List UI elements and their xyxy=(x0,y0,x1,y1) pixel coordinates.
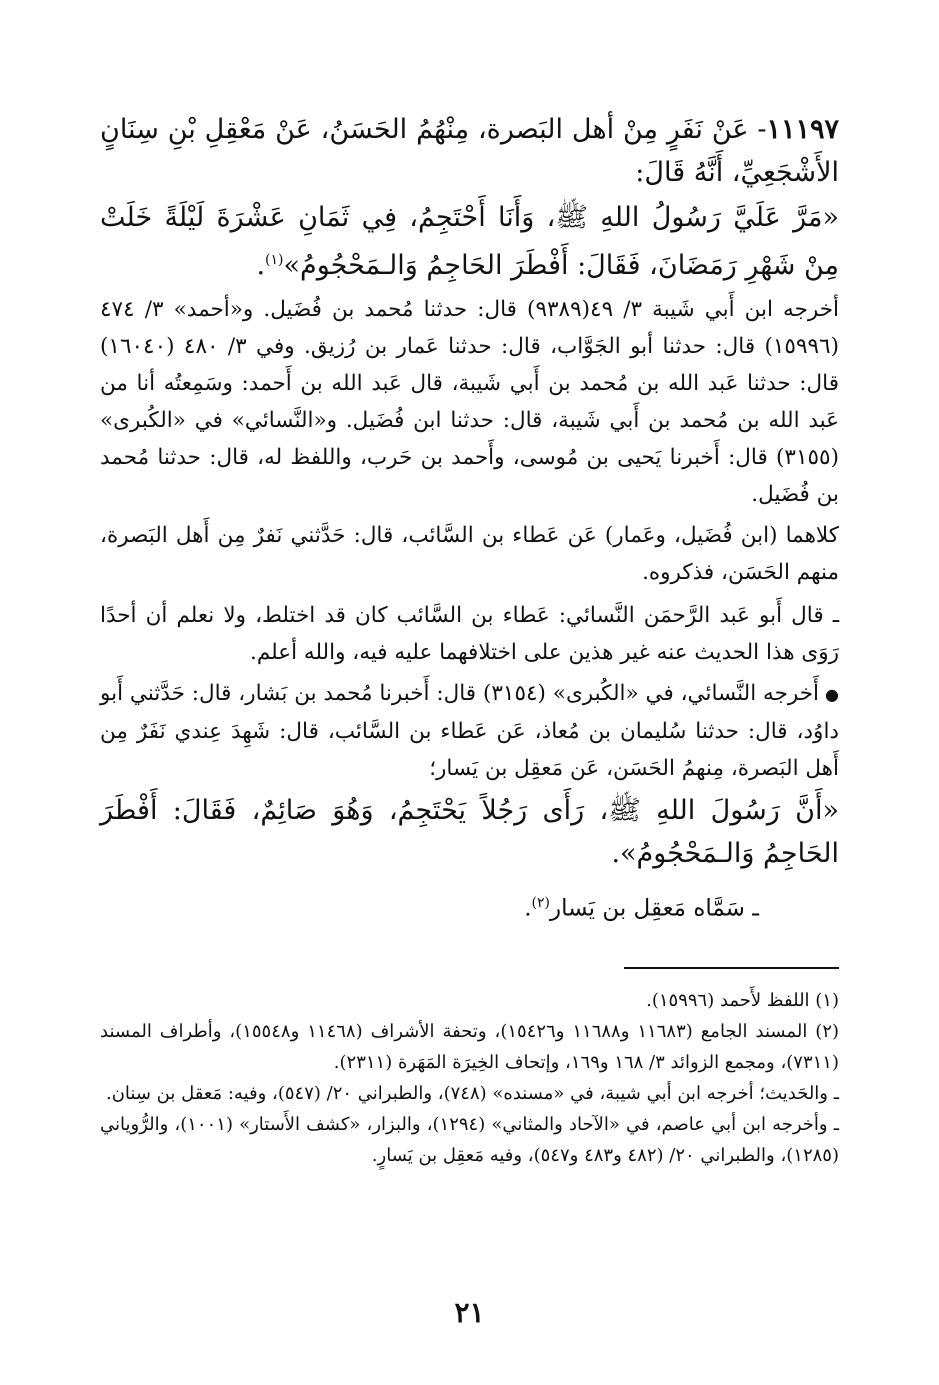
footnote-separator xyxy=(624,967,839,969)
footnote-2: (٢) المسند الجامع (١١٦٨٣ و١١٦٨٨ و١٥٤٢٦)، وتحفة الأشراف (١١٤٦٨ و١٥٥٤٨)، وأطراف المسند (٧٣١١)، ومجمع الزوائد ٣/ ١٦٨ و١٦٩، وإتحاف الخِيرَة المَهَرة (٢٣١١). xyxy=(100,1020,840,1073)
second-matn: «أَنَّ رَسُولَ اللهِ ﷺ، رَأَى رَجُلاً يَحْتَجِمُ، وَهُوَ صَائِمٌ، فَقَالَ: أَفْطَرَ الحَاجِمُ وَالـمَحْجُومُ». xyxy=(100,795,839,869)
hadith-number: ١١١٩٧ xyxy=(766,114,839,145)
takhrij-summary: كلاهما (ابن فُضَيل، وعَمار) عَن عَطاء بن السَّائب، قال: حَدَّثني نَفرٌ مِن أَهل البَصرة، منهم الحَسَن، فذكروه. xyxy=(100,523,839,585)
naming-note-end: . xyxy=(524,895,532,922)
naming-note-text: ـ سَمَّاه مَعقِل بن يَسار xyxy=(549,895,759,922)
footnote-ref-1: (١) xyxy=(265,252,284,268)
matn-text: «مَرَّ عَلَيَّ رَسُولُ اللهِ ﷺ، وَأَنَا أَحْتَجِمُ، فِي ثَمَانِ عَشْرَةَ لَيْلَةً خَلَتْ مِنْ شَهْرِ رَمَضَانَ، فَقَالَ: أَفْطَرَ الحَاجِمُ وَالـمَحْجُومُ» xyxy=(100,202,839,281)
footnote-2-other: ـ وأخرجه ابن أبي عاصم، في «الآحاد والمثاني» (١٢٩٤)، والبزار، «كشف الأَستار» (١٠٠١)، والرُّوياني (١٢٨٥)، والطبراني ٢٠/ (٤٨٢ و٤٨٣ و٥٤٧)، وفيه مَعقِل بن يَسارٍ. xyxy=(100,1113,839,1166)
main-text xyxy=(100,108,839,929)
footnote-2-hadith: ـ والحَديث؛ أخرجه ابن أبي شيبة، في «مسنده» (٧٤٨)، والطبراني ٢٠/ (٥٤٧)، وفيه: مَعقل بن سِنان. xyxy=(105,1082,839,1104)
hadith-matn: «مَرَّ عَلَيَّ رَسُولُ اللهِ ﷺ، وَأَنَا أَحْتَجِمُ، فِي ثَمَانِ عَشْرَةَ لَيْلَةً خَلَتْ مِنْ شَهْرِ رَمَضَانَ، فَقَالَ: أَفْطَرَ الحَاجِمُ وَالـمَحْجُومُ»$^{(١)}$. xyxy=(100,202,839,281)
naming-note xyxy=(100,883,839,929)
bullet-icon: ● xyxy=(825,685,839,704)
footnote-ref-2: (٢) xyxy=(531,895,550,911)
second-takhrij xyxy=(100,675,839,787)
hadith-heading xyxy=(100,108,839,194)
second-takhrij-text: أَخرجه النَّسائي، في «الكُبرى» (٣١٥٤) قال: أَخبرنا مُحمد بن بَشار، قال: حَدَّثني أَبو داوُد، قال: حدثنا سُليمان بن مُعاذ، عَن عَطاء بن السَّائب، قال: شَهِدَ عِندي نَفَرٌ مِن أَهل البَصرة، مِنهمُ الحَسَن، عَن مَعقِل بن يَسار؛ xyxy=(100,681,839,781)
footnotes xyxy=(100,985,839,1171)
hadith-chain: - عَنْ نَفَرٍ مِنْ أهل البَصرة، مِنْهُمُ الحَسَنُ، عَنْ مَعْقِلِ بْنِ سِنَانٍ الأَشْجَعِيِّ، أَنَّهُ قَالَ: xyxy=(100,114,839,188)
takhrij-paragraph: أخرجه ابن أَبي شَيبة ٣/ ٤٩(٩٣٨٩) قال: حدثنا مُحمد بن فُضَيل. و«أحمد» ٣/ ٤٧٤ (١٥٩٩٦) قال: حدثنا أبو الجَوَّاب، قال: حدثنا عَمار بن رُزيق. وفي ٣/ ٤٨٠ (١٦٠٤٠) قال: حدثنا عَبد الله بن مُحمد بن أَبي شَيبة، قال عَبد الله بن أَحمد: وسَمِعتُه أنا من عَبد الله بن مُحمد بن أَبي شَيبة، قال: حدثنا ابن فُضَيل. و«النَّسائي» في «الكُبرى» (٣١٥٥) قال: أَخبرنا يَحيى بن مُوسى، وأَحمد بن حَرب، واللفظ له، قال: حدثنا مُحمد بن فُضَيل. xyxy=(100,297,840,507)
page-number: ٢١ xyxy=(454,1296,485,1329)
footnote-1: (١) اللفظ لأَحمد (١٥٩٩٦). xyxy=(646,989,839,1011)
nasai-note: ـ قال أَبو عَبد الرَّحمَن النَّسائي: عَطاء بن السَّائب كان قد اختلط، ولا نعلم أن أحدًا رَوَى هذا الحديث عنه غير هذين على اختلافهما عليه فيه، والله أعلم. xyxy=(100,603,839,665)
